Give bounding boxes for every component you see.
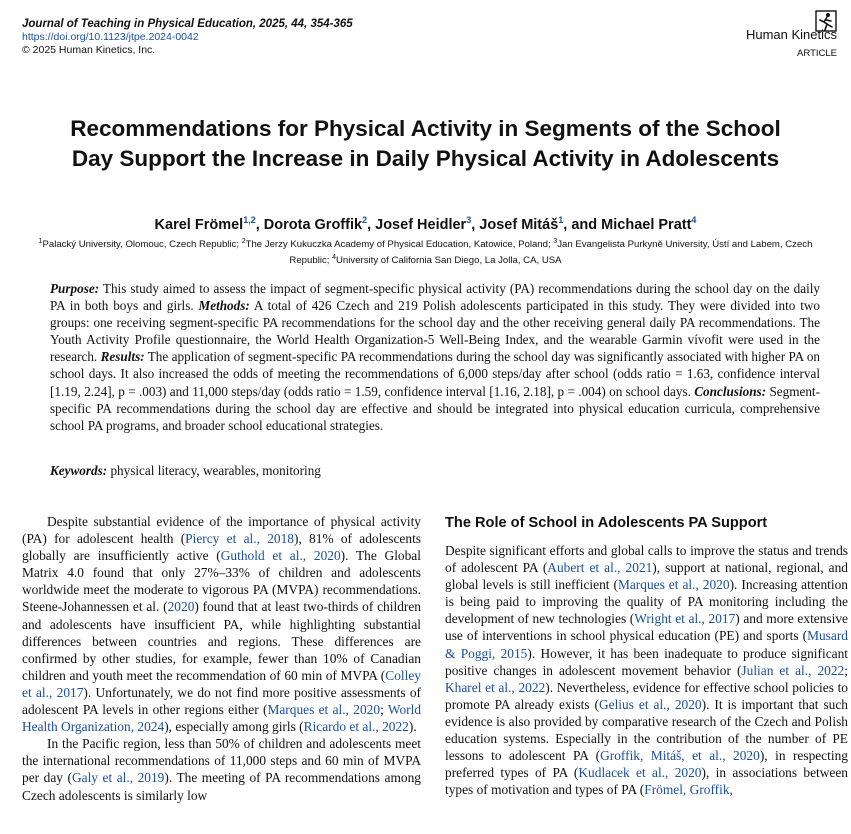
citation-link[interactable]: Kharel et al., 2022: [445, 679, 546, 695]
citation-link[interactable]: World Health Organization, 2024: [22, 702, 422, 735]
citation-link[interactable]: Julian et al., 2022: [741, 662, 845, 678]
body-text: ;: [844, 662, 848, 678]
body-text: ). Increasing attention is being paid to improving the quality of PA monitoring including the development of new technologies (: [445, 577, 848, 627]
section-heading: The Role of School in Adolescents PA Support: [445, 515, 768, 531]
citation-link[interactable]: Guthold et al., 2020: [220, 548, 341, 564]
body-text: ) found that at least two-thirds of children and adolescents have insufficient PA, while highlighting substantial differences between countries and regions. These differences are confirmed by other studies, for example, fewer than 10% of Canadian children and youth meet the recommendation of 60 min of MVPA (: [22, 599, 421, 683]
keywords: [50, 462, 820, 479]
body-paragraph: [22, 513, 421, 735]
affiliation-number: 3: [553, 238, 558, 245]
body-paragraph: [22, 735, 421, 803]
affiliation-text: University of California San Diego, La Jolla, CA, USA: [336, 255, 562, 267]
body-text: In the Pacific region, less than 50% of children and adolescents meet the international recommendations of 11,000 steps and 60 min of MVPA per day (: [22, 736, 421, 786]
author-name: Dorota Groffik: [263, 216, 363, 233]
author-name: and Michael Pratt: [571, 216, 692, 233]
citation-link[interactable]: Musard & Poggi, 2015: [445, 628, 848, 661]
author-name: Josef Mitáš: [479, 216, 559, 233]
body-text: ). The Global Matrix 4.0 found that only 27%–33% of children and adolescents worldwide meet the moderate to vigorous PA (MVPA) recommendations. Steene-Johannessen et al. (: [22, 548, 421, 615]
body-text: ).: [408, 719, 417, 735]
author-affiliation-ref[interactable]: 2: [362, 215, 368, 225]
citation-link[interactable]: Frömel, Groffik,: [644, 782, 733, 798]
abstract-methods: A total of 426 Czech and 219 Polish adolescents participated in this study. They were divided into two groups: one receiving segment-specific PA recommendations for the school day and the other receiving general daily PA recommendations. The Youth Activity Profile questionnaire, the World Health Organization-5 Well-Being Index, and the wearable Garmin vívofit were used in the research.: [50, 298, 820, 365]
copyright-notice: © 2025 Human Kinetics, Inc.: [22, 44, 156, 56]
body-column-left: [22, 513, 421, 804]
article-title: Recommendations for Physical Activity in Segments of the School Day Support the Increase in Daily Physical Activity in Adolescents: [70, 116, 781, 171]
citation-link[interactable]: Groffik, Mitáš, et al., 2020: [600, 748, 760, 764]
abstract-conclusions-label: Conclusions:: [694, 383, 767, 399]
body-text: ). Unfortunately, we do not find more positive assessments of adolescent PA levels in other regions either (: [22, 684, 422, 718]
body-text: ). Nevertheless, evidence for effective school policies to promote PA already exists (: [445, 679, 848, 712]
abstract-results-label: Results:: [100, 349, 145, 365]
body-text: ), in associations between types of motivation and types of PA (: [445, 765, 849, 798]
body-text: Despite significant efforts and global calls to improve the status and trends of adolescent PA (: [445, 543, 848, 576]
body-text: ), especially among girls (: [164, 719, 304, 735]
human-kinetics-logo-icon: [815, 10, 837, 32]
affiliation-number: 1: [38, 238, 43, 245]
journal-header: [22, 17, 837, 67]
citation-link[interactable]: Colley et al., 2017: [22, 667, 421, 700]
citation-link[interactable]: 2020: [167, 599, 195, 615]
body-text: ), 81% of adolescents globally are insufficiently active (: [22, 531, 422, 564]
citation-link[interactable]: Aubert et al., 2021: [547, 560, 653, 576]
body-text: ). However, it has been inadequate to produce significant positive changes in adolescent movement behavior (: [445, 645, 848, 678]
author-affiliation-ref[interactable]: 4: [691, 215, 697, 225]
keywords-label: Keywords:: [50, 463, 108, 478]
author-name: Josef Heidler: [375, 216, 467, 233]
author-name: Karel Frömel: [154, 216, 244, 233]
publisher-name: Human Kinetics: [745, 27, 837, 42]
body-text: ), support at national, regional, and global levels is still inefficient (: [445, 560, 848, 593]
body-text: ), in respecting preferred types of PA (: [445, 748, 848, 781]
body-text: ) and more extensive use of interventions in school physical education (PE) and sports (: [445, 611, 849, 644]
citation-link[interactable]: Marques et al., 2020: [617, 577, 730, 593]
author-affiliation-ref[interactable]: 3: [466, 215, 472, 225]
journal-citation: Journal of Teaching in Physical Education, 2025, 44, 354-365: [22, 18, 353, 30]
citation-link[interactable]: Ricardo et al., 2022: [303, 719, 409, 735]
affiliation-number: 4: [332, 254, 336, 262]
body-text: ). It is important that such evidence is also provided by comparative research of the Czech and Polish education systems. Especially in the contribution of the number of PE lessons to adolescent PA (: [445, 696, 848, 764]
citation-link[interactable]: Piercy et al., 2018: [185, 531, 294, 547]
author-list: Karel Frömel$^{1,2}$, Dorota Groffik$^2$, Josef Heidler$^3$, Josef Mitáš$^1$, and Michael Pratt$^4$: [154, 215, 697, 233]
body-paragraph: [445, 542, 848, 798]
abstract-results: The application of segment-specific PA recommendations during the school day was significantly associated with higher PA on school days. It also increased the odds of meeting the recommendations of 6,000 steps/day after school (odds ratio = 1.63, confidence interval [1.19, 2.24], p = .003) and 11,000 steps/day (odds ratio = 1.59, confidence interval [1.16, 2.18], p = .004) on school days.: [50, 349, 821, 399]
abstract-purpose-label: Purpose:: [50, 281, 100, 296]
affiliation-list: [28, 235, 823, 267]
doi-link[interactable]: https://doi.org/10.1123/jtpe.2024-0042: [22, 31, 199, 43]
body-text: ;: [380, 702, 388, 718]
author-affiliation-ref[interactable]: 1,2: [243, 215, 256, 225]
citation-link[interactable]: Wright et al., 2017: [634, 611, 736, 627]
body-text: Despite substantial evidence of the importance of physical activity (PA) for adolescent health (: [22, 514, 421, 547]
affiliation-number: 2: [241, 238, 246, 245]
citation-link[interactable]: Kudlacek et al., 2020: [578, 765, 702, 781]
citation-link[interactable]: Gelius et al., 2020: [598, 696, 702, 712]
abstract-conclusions: Segment-specific PA recommendations during the school day are effective and should be integrated into physical education curricula, comprehensive school PA programs, and broader school educational strategies.: [50, 383, 820, 433]
author-affiliation-ref[interactable]: 1: [558, 215, 564, 225]
article-type-label: ARTICLE: [797, 48, 837, 59]
abstract-methods-label: Methods:: [198, 298, 250, 314]
keywords-text: physical literacy, wearables, monitoring: [107, 463, 321, 478]
body-column-right: [445, 514, 848, 798]
abstract-purpose: This study aimed to assess the impact of segment-specific physical activity (PA) recommendations during the school day on the daily PA in both boys and girls.: [50, 281, 820, 314]
affiliation-text: The Jerzy Kukuczka Academy of Physical Education, Katowice, Poland;: [245, 239, 554, 251]
citation-link[interactable]: Marques et al., 2020: [267, 702, 381, 718]
affiliation-text: Palacký University, Olomouc, Czech Republic;: [42, 239, 242, 251]
citation-link[interactable]: Galy et al., 2019: [71, 770, 165, 786]
body-text: ). The meeting of PA recommendations among Czech adolescents is similarly low: [22, 770, 421, 803]
affiliation-text: Jan Evangelista Purkyně University, Ústí and Labem, Czech Republic;: [289, 239, 813, 267]
abstract: [50, 280, 820, 434]
